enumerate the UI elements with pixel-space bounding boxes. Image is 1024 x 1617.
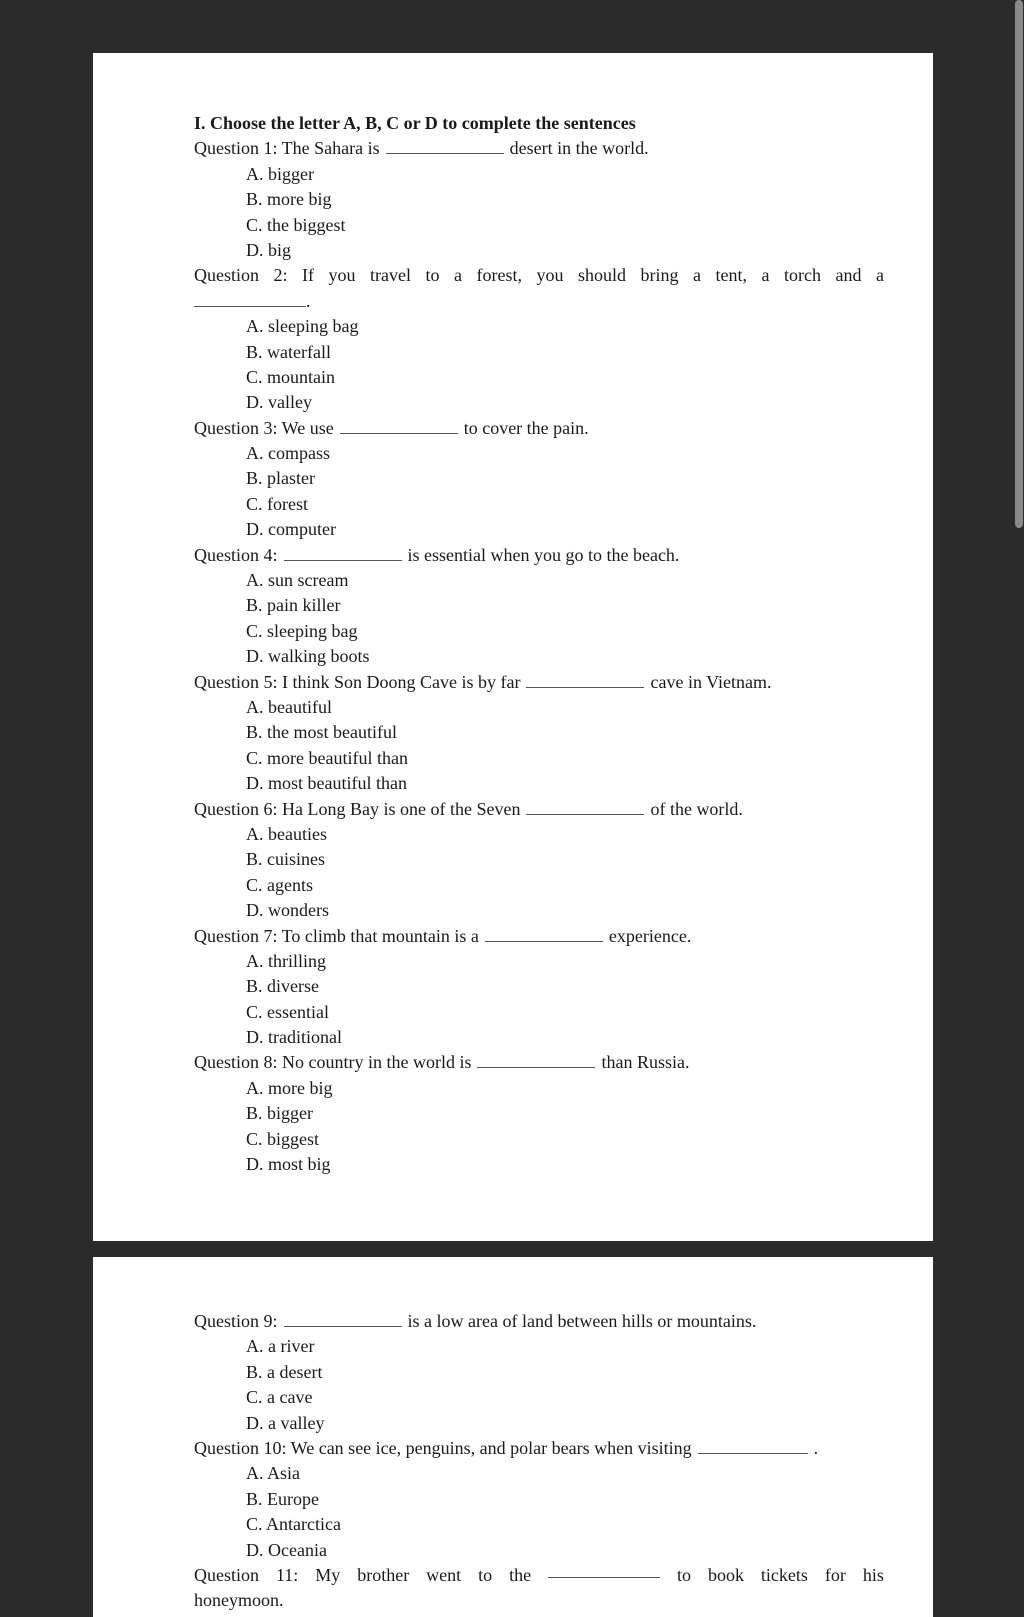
question-6-text-end: of the world.	[650, 798, 743, 819]
question-2-word: you	[536, 265, 564, 286]
question-1	[194, 136, 884, 161]
question-4	[194, 543, 884, 568]
question-9	[194, 1309, 884, 1334]
question-2-word: a	[761, 265, 770, 286]
question-10-option-c: C. Antarctica	[246, 1514, 341, 1535]
question-3-option-a: A. compass	[246, 443, 330, 464]
question-9-text: Question 9:	[194, 1311, 278, 1331]
page-2-content	[194, 1309, 884, 1614]
question-2-option-b: B. waterfall	[246, 341, 331, 362]
question-8-blank	[477, 1053, 595, 1068]
question-7-text-end: experience.	[608, 925, 692, 946]
question-9-option-c: C. a cave	[246, 1387, 313, 1408]
question-4-text: Question 4:	[194, 544, 278, 565]
question-8-option-a: A. more big	[246, 1077, 333, 1098]
question-6-text: Question 6: Ha Long Bay is one of the Seven	[194, 798, 521, 819]
question-8-text: Question 8: No country in the world is	[194, 1052, 472, 1073]
question-8-option-d: D. most big	[246, 1154, 331, 1175]
section-heading: I. Choose the letter A, B, C or D to complete the sentences	[194, 113, 636, 133]
question-2-option-c: C. mountain	[246, 366, 335, 387]
question-11-word: Question	[194, 1564, 259, 1585]
question-11-word: to	[478, 1564, 493, 1585]
question-9-text-end: is a low area of land between hills or mountains.	[407, 1311, 757, 1331]
question-9-option-d: D. a valley	[246, 1412, 325, 1433]
question-11-word: 11:	[275, 1564, 299, 1585]
question-2-word: forest,	[476, 265, 522, 286]
question-7-blank	[485, 927, 603, 942]
question-11-word: to	[676, 1564, 691, 1585]
question-4-blank	[284, 546, 402, 561]
question-2-word: Question	[194, 265, 259, 286]
question-11-word: brother	[357, 1564, 410, 1585]
question-11	[194, 1563, 884, 1588]
question-7-option-d: D. traditional	[246, 1027, 342, 1048]
page-1-content	[194, 111, 884, 1177]
question-4-text-end: is essential when you go to the beach.	[407, 544, 680, 565]
document-page-1	[93, 53, 933, 1241]
document-page-2	[93, 1257, 933, 1617]
question-6	[194, 797, 884, 822]
question-7	[194, 924, 884, 949]
question-11-word: his	[862, 1564, 884, 1585]
question-2-word: 2:	[273, 265, 288, 286]
question-11-word: for	[824, 1564, 846, 1585]
scrollbar[interactable]	[1014, 0, 1024, 1608]
question-4-option-c: C. sleeping bag	[246, 620, 358, 641]
question-5	[194, 670, 884, 695]
question-5-option-b: B. the most beautiful	[246, 722, 397, 743]
question-4-option-d: D. walking boots	[246, 646, 370, 667]
question-8	[194, 1050, 884, 1075]
question-2-continuation	[194, 289, 884, 314]
question-11-word: book	[707, 1564, 744, 1585]
question-6-option-a: A. beauties	[246, 823, 327, 844]
question-2-word: a	[693, 265, 702, 286]
question-6-option-c: C. agents	[246, 874, 313, 895]
question-3-text-end: to cover the pain.	[463, 417, 589, 438]
question-2-word: travel	[370, 265, 411, 286]
question-4-option-a: A. sun scream	[246, 570, 349, 591]
question-1-text: Question 1: The Sahara is	[194, 138, 380, 159]
question-5-option-d: D. most beautiful than	[246, 773, 407, 794]
question-3-option-d: D. computer	[246, 519, 336, 540]
question-6-option-d: D. wonders	[246, 900, 329, 921]
question-3-blank	[340, 419, 458, 434]
question-8-text-end: than Russia.	[601, 1052, 690, 1073]
question-1-option-b: B. more big	[246, 189, 332, 210]
question-3-text: Question 3: We use	[194, 417, 334, 438]
question-2-word: a	[454, 265, 463, 286]
question-3-option-c: C. forest	[246, 493, 308, 514]
question-2-word: should	[578, 265, 627, 286]
question-5-blank	[526, 673, 644, 688]
question-2-option-a: A. sleeping bag	[246, 316, 359, 337]
question-5-text: Question 5: I think Son Doong Cave is by far	[194, 671, 521, 692]
question-11-blank	[548, 1563, 660, 1578]
question-2	[194, 263, 884, 288]
question-8-option-b: B. bigger	[246, 1103, 313, 1124]
question-2-word: to	[425, 265, 440, 286]
question-5-option-a: A. beautiful	[246, 696, 332, 717]
question-2-word: tent,	[715, 265, 748, 286]
question-1-option-d: D. big	[246, 239, 291, 260]
question-6-option-b: B. cuisines	[246, 849, 325, 870]
question-10-blank	[698, 1439, 808, 1454]
question-11-word: My	[315, 1564, 341, 1585]
question-3-option-b: B. plaster	[246, 468, 315, 489]
question-11-continuation: honeymoon.	[194, 1590, 284, 1611]
question-10-option-d: D. Oceania	[246, 1539, 327, 1560]
question-10-option-a: A. Asia	[246, 1463, 300, 1484]
question-5-option-c: C. more beautiful than	[246, 747, 408, 768]
question-10-option-b: B. Europe	[246, 1488, 319, 1509]
question-1-blank	[386, 139, 504, 154]
question-8-option-c: C. biggest	[246, 1128, 320, 1149]
question-1-text-end: desert in the world.	[509, 138, 649, 159]
question-3	[194, 416, 884, 441]
question-1-option-a: A. bigger	[246, 163, 314, 184]
question-5-text-end: cave in Vietnam.	[650, 671, 772, 692]
question-2-blank	[194, 292, 306, 307]
question-11-word: went	[426, 1564, 462, 1585]
question-9-option-b: B. a desert	[246, 1361, 323, 1382]
question-1-option-c: C. the biggest	[246, 214, 346, 235]
question-9-blank	[284, 1312, 402, 1327]
question-11-word: tickets	[760, 1564, 808, 1585]
question-7-option-b: B. diverse	[246, 976, 319, 997]
question-10	[194, 1436, 884, 1461]
question-7-text: Question 7: To climb that mountain is a	[194, 925, 479, 946]
question-2-word: torch	[784, 265, 821, 286]
question-11-word: the	[509, 1564, 532, 1585]
question-2-end: .	[306, 290, 311, 311]
question-2-word: bring	[640, 265, 679, 286]
question-7-option-a: A. thrilling	[246, 950, 326, 971]
scrollbar-thumb[interactable]	[1015, 0, 1023, 528]
question-10-text: Question 10: We can see ice, penguins, and polar bears when visiting	[194, 1437, 692, 1458]
question-10-text-end: .	[813, 1437, 819, 1458]
question-2-word: If	[302, 265, 315, 286]
question-2-word: you	[328, 265, 356, 286]
question-2-option-d: D. valley	[246, 392, 312, 413]
question-4-option-b: B. pain killer	[246, 595, 341, 616]
question-2-word: and	[835, 265, 862, 286]
question-6-blank	[526, 800, 644, 815]
question-2-word: a	[876, 265, 884, 286]
question-9-option-a: A. a river	[246, 1336, 315, 1357]
question-7-option-c: C. essential	[246, 1001, 329, 1022]
